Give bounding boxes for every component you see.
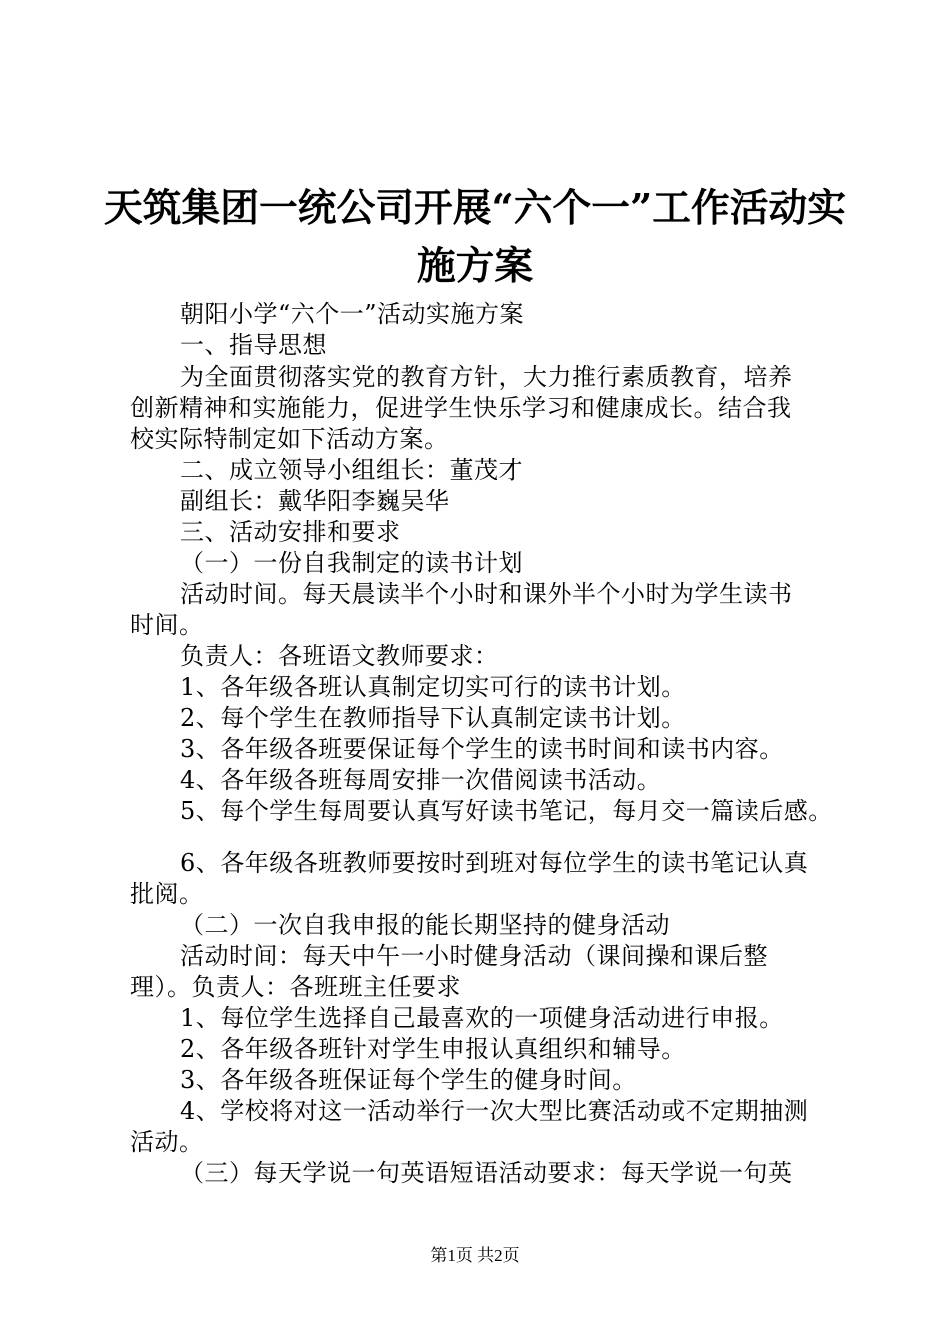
- body-line: 创新精神和实施能力，促进学生快乐学习和健康成长。结合我: [130, 394, 792, 422]
- list-item: 4、学校将对这一活动举行一次大型比赛活动或不定期抽测: [180, 1097, 809, 1125]
- list-item: 4、各年级各班每周安排一次借阅读书活动。: [180, 766, 662, 794]
- list-item: 2、各年级各班针对学生申报认真组织和辅导。: [180, 1035, 686, 1063]
- subsection-heading: （三）每天学说一句英语短语活动要求：每天学说一句英: [180, 1159, 793, 1187]
- list-item: 6、各年级各班教师要按时到班对每位学生的读书笔记认真: [180, 849, 809, 877]
- section-heading: 一、指导思想: [180, 331, 327, 359]
- list-item: 3、各年级各班要保证每个学生的读书时间和读书内容。: [180, 735, 784, 763]
- list-item: 1、各年级各班认真制定切实可行的读书计划。: [180, 673, 686, 701]
- list-item: 5、每个学生每周要认真写好读书笔记，每月交一篇读后感。: [180, 797, 833, 825]
- list-item: 3、各年级各班保证每个学生的健身时间。: [180, 1066, 637, 1094]
- document-title-line-1: 天筑集团一统公司开展“六个一”工作活动实: [103, 186, 847, 231]
- section-heading: 三、活动安排和要求: [180, 518, 401, 546]
- body-line: 活动时间。每天晨读半个小时和课外半个小时为学生读书: [180, 580, 793, 608]
- body-line: 活动时间：每天中午一小时健身活动（课间操和课后整: [180, 942, 768, 970]
- body-line: 朝阳小学“六个一”活动实施方案: [180, 300, 525, 328]
- list-item: 1、每位学生选择自己最喜欢的一项健身活动进行申报。: [180, 1004, 784, 1032]
- page-number-footer: 第1页 共2页: [430, 1246, 520, 1265]
- subsection-heading: （二）一次自我申报的能长期坚持的健身活动: [180, 911, 670, 939]
- body-line: 校实际特制定如下活动方案。: [130, 425, 449, 453]
- section-heading: 二、成立领导小组组长：董茂才: [180, 456, 523, 484]
- body-line: 负责人：各班语文教师要求：: [180, 642, 499, 670]
- body-line: 批阅。: [130, 880, 204, 908]
- body-line: 活动。: [130, 1128, 204, 1156]
- body-line: 理）。负责人：各班班主任要求: [130, 973, 461, 1001]
- body-line: 为全面贯彻落实党的教育方针，大力推行素质教育，培养: [180, 363, 793, 391]
- document-title-line-2: 施方案: [416, 244, 534, 289]
- body-line: 副组长：戴华阳李巍吴华: [180, 487, 450, 515]
- body-line: 时间。: [130, 611, 204, 639]
- subsection-heading: （一）一份自我制定的读书计划: [180, 549, 523, 577]
- list-item: 2、每个学生在教师指导下认真制定读书计划。: [180, 704, 686, 732]
